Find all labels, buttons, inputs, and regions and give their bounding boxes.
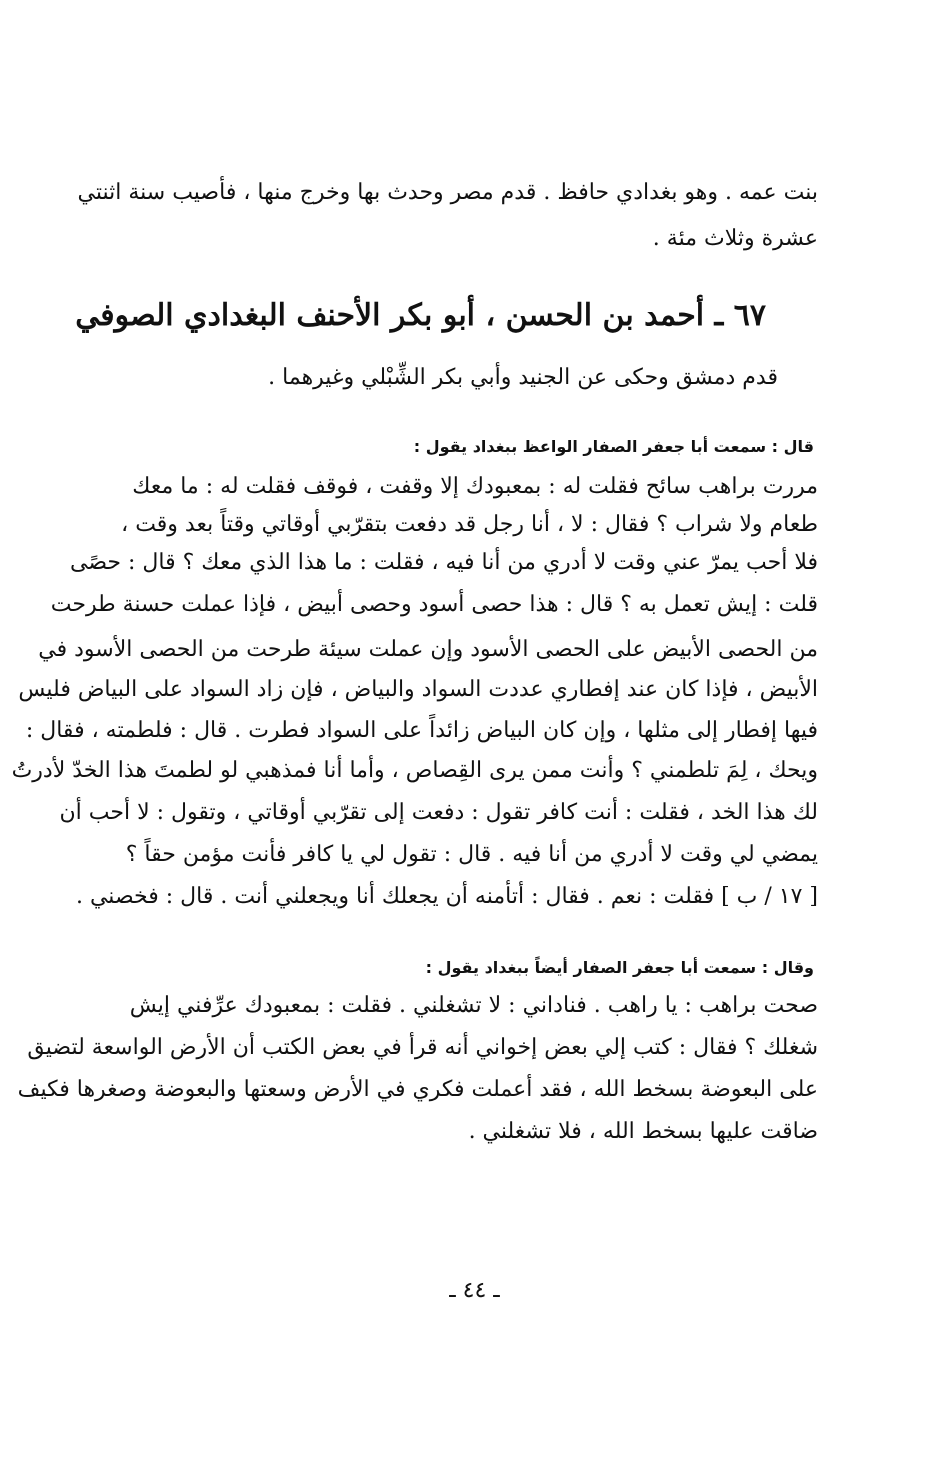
narration-source: قال : سمعت أبا جعفر الصفار الواعظ ببغداد يقول : <box>413 437 814 456</box>
narration-line: شغلك ؟ فقال : كتب إلي بعض إخواني أنه قرأ في بعض الكتب أن الأرض الواسعة لتضيق <box>27 1035 818 1060</box>
narration-line: مررت براهب سائح فقلت له : بمعبودك إلا وقفت ، فوقف فقلت له : ما معك <box>132 474 818 499</box>
top-paragraph-line: عشرة وثلاث مئة . <box>652 226 818 251</box>
narration-line: [ ١٧ / ب ] فقلت : نعم . فقال : أتأمنه أن يجعلك أنا ويجعلني أنت . قال : فخصني . <box>75 884 818 909</box>
narration-line: فلا أحب يمرّ عني وقت لا أدري من أنا فيه ، فقلت : ما هذا الذي معك ؟ قال : حصًى <box>70 550 818 575</box>
entry-heading: ٦٧ ـ أحمد بن الحسن ، أبو بكر الأحنف البغدادي الصوفي <box>75 298 766 333</box>
narration-line: على البعوضة بسخط الله ، فقد أعملت فكري في الأرض وسعتها والبعوضة وصغرها فكيف <box>17 1077 818 1102</box>
narration-line: الأبيض ، فإذا كان عند إفطاري عددت السواد والبياض ، فإن زاد السواد على البياض فليس <box>18 677 818 702</box>
top-paragraph-line: بنت عمه . وهو بغدادي حافظ . قدم مصر وحدث بها وخرج منها ، فأصيب سنة اثنتي <box>77 180 818 205</box>
narration-line: فيها إفطار إلى مثلها ، وإن كان البياض زائداً على السواد فطرت . قال : فلطمته ، فقال : <box>25 718 818 743</box>
narration-line: يمضي لي وقت لا أدري من أنا فيه . قال : تقول لي يا كافر فأنت مؤمن حقاً ؟ <box>125 842 818 867</box>
narration-line: قلت : إيش تعمل به ؟ قال : هذا حصى أسود وحصى أبيض ، فإذا عملت حسنة طرحت <box>50 592 818 617</box>
entry-intro: قدم دمشق وحكى عن الجنيد وأبي بكر الشِّبْلي وغيرهما . <box>268 365 778 390</box>
narration-source: وقال : سمعت أبا جعفر الصفار أيضاً ببغداد يقول : <box>425 958 814 977</box>
narration-line: لك هذا الخد ، فقلت : أنت كافر تقول : دفعت إلى تقرّبي أوقاتي ، وتقول : لا أحب أن <box>59 800 818 825</box>
narration-line: ضاقت عليها بسخط الله ، فلا تشغلني . <box>468 1119 818 1144</box>
page-number: ـ ٤٤ ـ <box>449 1278 500 1303</box>
narration-line: طعام ولا شراب ؟ فقال : لا ، أنا رجل قد دفعت بتقرّبي أوقاتي وقتاً بعد وقت ، <box>121 512 818 537</box>
narration-line: من الحصى الأبيض على الحصى الأسود وإن عملت سيئة طرحت من الحصى الأسود في <box>38 637 818 662</box>
narration-line: صحت براهب : يا راهب . فناداني : لا تشغلني . فقلت : بمعبودك عرِّفني إيش <box>129 993 818 1018</box>
narration-line: ويحك ، لِمَ تلطمني ؟ وأنت ممن يرى القِصاص ، وأما أنا فمذهبي لو لطمتَ هذا الخدّ لأدرتُ <box>11 758 818 783</box>
